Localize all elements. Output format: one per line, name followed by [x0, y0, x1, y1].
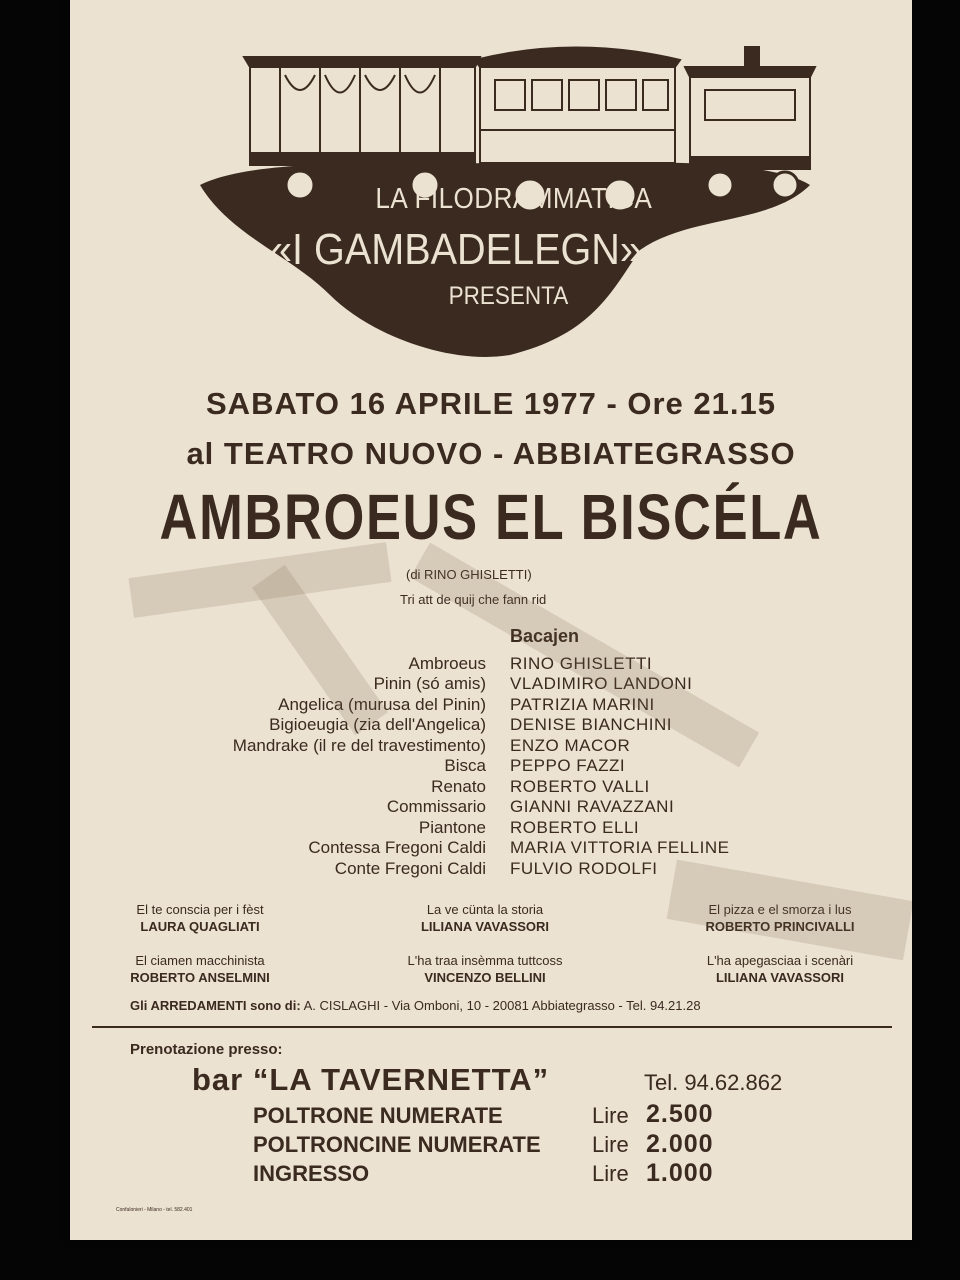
cast-role: Piantone	[418, 818, 486, 837]
company-line-3: PRESENTA	[448, 282, 569, 310]
cast-actor: VLADIMIRO LANDONI	[510, 674, 693, 693]
company-line-1: LA FILODRAMMATICA	[375, 183, 653, 215]
booking-label: Prenotazione presso:	[130, 1041, 283, 1058]
wheel	[707, 172, 733, 198]
cast-actor: RINO GHISLETTI	[510, 654, 653, 673]
tram-car-1	[244, 57, 480, 165]
cast-role: Mandrake (il re del travestimento)	[232, 736, 486, 755]
cast-role: Bigioeugia (zia dell'Angelica)	[269, 715, 486, 734]
crew-name: LILIANA VAVASSORI	[420, 919, 550, 934]
price-value: 2.500	[646, 1100, 714, 1128]
price-label: POLTRONCINE NUMERATE	[253, 1132, 541, 1157]
crew-role: L'ha traa insèmma tuttcoss	[407, 953, 563, 968]
cast-actor: PEPPO FAZZI	[510, 756, 626, 775]
cast-actor: PATRIZIA MARINI	[510, 695, 655, 714]
crew-role: El te conscia per i fèst	[136, 902, 264, 917]
subtitle: Tri att de quij che fann rid	[400, 592, 547, 607]
crew-credit	[120, 953, 280, 985]
price-value: 1.000	[646, 1159, 714, 1187]
cast-role: Conte Fregoni Caldi	[334, 859, 486, 878]
wheel	[772, 172, 798, 198]
play-title: AMBROEUS EL BISCÉLA	[159, 481, 823, 553]
crew-name: LILIANA VAVASSORI	[715, 970, 845, 985]
cast-actor: GIANNI RAVAZZANI	[510, 797, 675, 816]
cast-actor: ROBERTO VALLI	[510, 777, 650, 796]
furnishings-line	[130, 998, 701, 1013]
cast-role: Commissario	[386, 797, 486, 816]
bar-phone: Tel. 94.62.862	[644, 1070, 783, 1095]
tram-engine	[685, 47, 815, 169]
crew-role: El pizza e el smorza i lus	[708, 902, 852, 917]
crew-name: LAURA QUAGLIATI	[140, 919, 260, 934]
venue-line: al TEATRO NUOVO - ABBIATEGRASSO	[186, 436, 796, 471]
price-currency: Lire	[592, 1132, 629, 1157]
crew-credit	[670, 953, 890, 985]
cast-role: Pinin (só amis)	[373, 674, 486, 693]
crew-name: ROBERTO ANSELMINI	[130, 970, 270, 985]
company-line-2: «I GAMBADELEGN»	[270, 225, 642, 274]
poster	[70, 0, 912, 1240]
cast-actor: ROBERTO ELLI	[510, 818, 640, 837]
crew-credit	[380, 953, 590, 985]
cast-actor: MARIA VITTORIA FELLINE	[510, 838, 730, 857]
crew-role: El ciamen macchinista	[135, 953, 265, 968]
cast-role: Contessa Fregoni Caldi	[308, 838, 486, 857]
printer-imprint: Confalonieri - Milano - tel. 582.401	[116, 1207, 193, 1213]
cast-role: Bisca	[444, 756, 486, 775]
divider	[92, 1026, 892, 1028]
crew-name: VINCENZO BELLINI	[424, 970, 546, 985]
cast-actor: FULVIO RODOLFI	[510, 859, 658, 878]
crew-name: ROBERTO PRINCIVALLI	[705, 919, 855, 934]
price-currency: Lire	[592, 1161, 629, 1186]
crew-role: L'ha apegasciaa i scenàri	[706, 953, 854, 968]
furnishings-prefix: Gli ARREDAMENTI sono di:	[130, 998, 301, 1013]
cast-role: Ambroeus	[408, 654, 486, 673]
tram-car-2	[475, 48, 680, 176]
price-label: POLTRONE NUMERATE	[253, 1103, 503, 1128]
date-line: SABATO 16 APRILE 1977 - Ore 21.15	[206, 386, 776, 421]
price-value: 2.000	[646, 1130, 714, 1158]
price-currency: Lire	[592, 1103, 629, 1128]
wheel	[286, 171, 314, 199]
price-label: INGRESSO	[253, 1161, 370, 1186]
crew-credit	[120, 902, 280, 934]
crew-role: La ve cünta la storia	[426, 902, 544, 917]
author: (di RINO GHISLETTI)	[406, 567, 532, 582]
tape-mark	[667, 860, 912, 961]
crew-credit	[400, 902, 570, 934]
furnishings-text: A. CISLAGHI - Via Omboni, 10 - 20081 Abbiategrasso - Tel. 94.21.28	[303, 998, 701, 1013]
cast-role: Renato	[431, 777, 486, 796]
bar-name: bar “LA TAVERNETTA”	[192, 1062, 550, 1097]
cast-actor: DENISE BIANCHINI	[510, 715, 672, 734]
cast-heading: Bacajen	[510, 626, 580, 646]
cast-actor: ENZO MACOR	[510, 736, 631, 755]
cast-role: Angelica (murusa del Pinin)	[278, 695, 486, 714]
